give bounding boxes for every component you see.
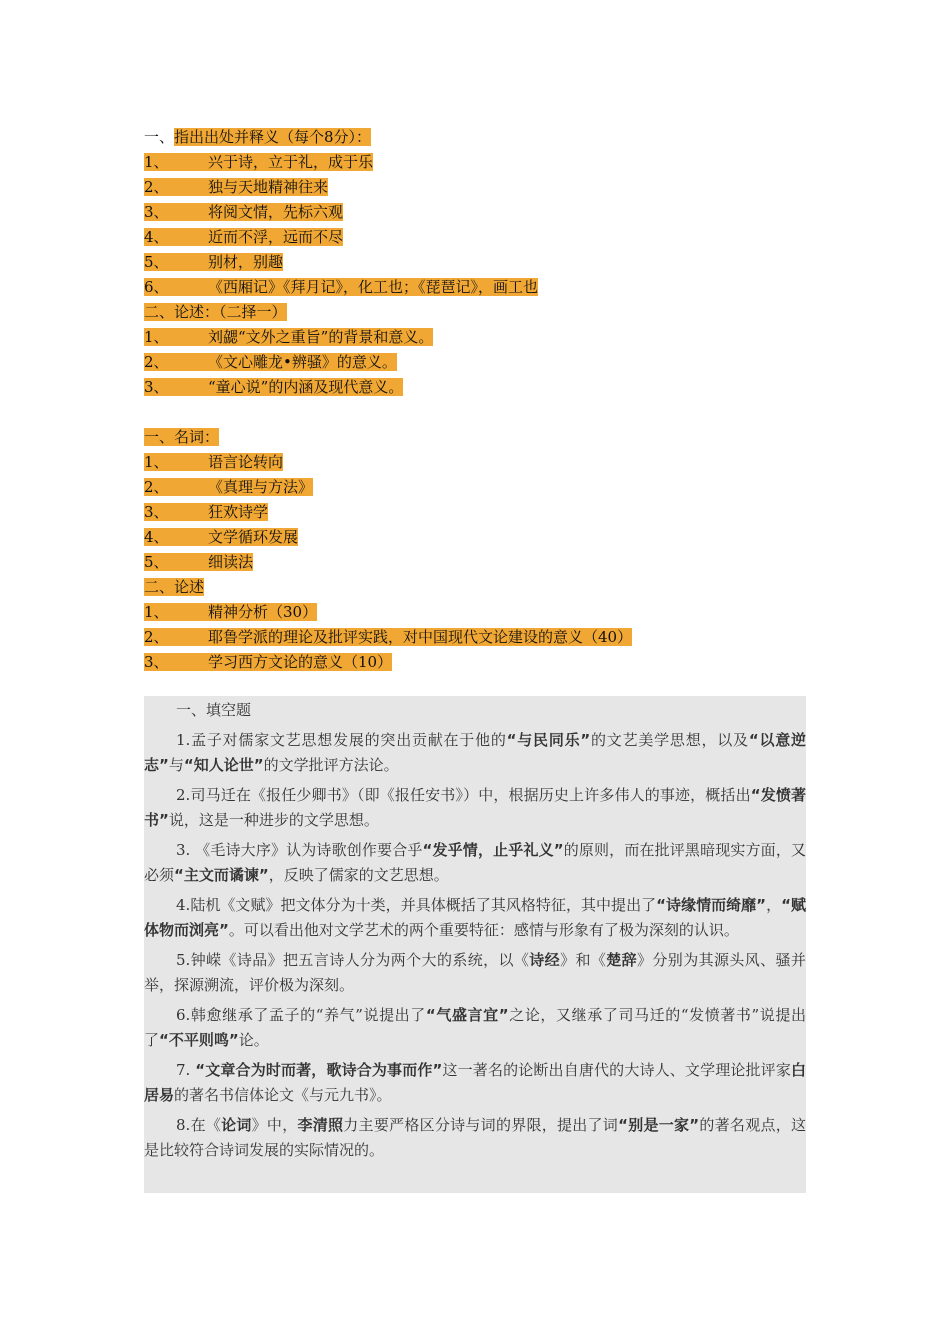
heading-number: 一、 — [144, 128, 175, 146]
item-number: 5、 — [144, 253, 169, 271]
question-4: 4.陆机《文赋》把文体分为十类，并具体概括了其风格特征，其中提出了“诗缘情而绮靡”，“赋体物而浏亮”。可以看出他对文学艺术的两个重要特征：感情与形象有了极为深刻的认识。 — [144, 896, 806, 939]
item-text: 别材，别趣 — [208, 253, 284, 271]
list-item — [144, 200, 632, 225]
item-text: 语言论转向 — [208, 453, 284, 471]
list-item — [144, 350, 632, 375]
section-1 — [144, 125, 632, 675]
fill-heading: 一、填空题 — [176, 701, 252, 719]
item-number: 3、 — [144, 378, 169, 396]
heading-text: 二、论述：（二择一） — [144, 303, 287, 321]
item-number: 2、 — [144, 628, 169, 646]
list-item — [144, 150, 632, 175]
item-number: 2、 — [144, 353, 169, 371]
list-item — [144, 225, 632, 250]
item-number: 3、 — [144, 203, 169, 221]
item-number: 1、 — [144, 328, 169, 346]
question-1: 1.孟子对儒家文艺思想发展的突出贡献在于他的“与民同乐”的文艺美学思想，以及“以意逆志”与“知人论世”的文学批评方法论。 — [144, 731, 807, 774]
item-number: 4、 — [144, 528, 169, 546]
list-item — [144, 175, 632, 200]
list-item — [144, 550, 632, 575]
heading-number: 二、 — [144, 578, 175, 596]
item-number: 3、 — [144, 503, 169, 521]
item-text: 文学循环发展 — [208, 528, 299, 546]
list-item — [144, 275, 632, 300]
item-text: 学习西方文论的意义（10） — [208, 653, 393, 671]
item-text: 耶鲁学派的理论及批评实践，对中国现代文论建设的意义（40） — [208, 628, 633, 646]
section-4-heading — [144, 575, 632, 600]
item-number: 4、 — [144, 228, 169, 246]
list-item — [144, 600, 632, 625]
question-5: 5.钟嵘《诗品》把五言诗人分为两个大的系统，以《诗经》和《楚辞》分别为其源头风、骚并举，探源溯流，评价极为深刻。 — [144, 951, 806, 994]
item-text: 精神分析（30） — [208, 603, 318, 621]
question-8: 8.在《论词》中，李清照力主要严格区分诗与词的界限，提出了词“别是一家”的著名观点，这是比较符合诗词发展的实际情况的。 — [144, 1116, 806, 1159]
question-6: 6.韩愈继承了孟子的“养气”说提出了“气盛言宜”之论，又继承了司马迁的“发愤著书”说提出了“不平则鸣”论。 — [144, 1006, 807, 1049]
list-item — [144, 650, 632, 675]
item-number: 1、 — [144, 453, 169, 471]
list-item — [144, 500, 632, 525]
list-item — [144, 525, 632, 550]
fill-in-section — [144, 696, 806, 1193]
question-7: 7. “文章合为时而著，歌诗合为事而作”这一著名的论断出自唐代的大诗人、文学理论批评家白居易的著名书信体论文《与元九书》。 — [144, 1061, 806, 1104]
item-text: 独与天地精神往来 — [208, 178, 329, 196]
list-item — [144, 375, 632, 400]
list-item — [144, 475, 632, 500]
list-item — [144, 250, 632, 275]
item-number: 6、 — [144, 278, 169, 296]
item-number: 5、 — [144, 553, 169, 571]
list-item — [144, 625, 632, 650]
list-item — [144, 450, 632, 475]
section-2-heading — [144, 300, 632, 325]
item-text: “童心说”的内涵及现代意义。 — [208, 378, 404, 396]
item-text: 刘勰“文外之重旨”的背景和意义。 — [208, 328, 434, 346]
list-item — [144, 325, 632, 350]
item-text: 《文心雕龙•辨骚》的意义。 — [208, 353, 397, 371]
heading-text: 论述 — [174, 578, 205, 596]
section-1-heading — [144, 125, 632, 150]
heading-text: 指出出处并释义（每个8分）： — [174, 128, 372, 146]
section-3-heading — [144, 425, 632, 450]
item-text: 《真理与方法》 — [208, 478, 314, 496]
item-text: 将阅文情，先标六观 — [208, 203, 344, 221]
question-2: 2.司马迁在《报任少卿书》（即《报任安书》）中，根据历史上许多伟人的事迹，概括出“发愤著书”说，这是一种进步的文学思想。 — [144, 786, 806, 829]
heading-text: 一、名词： — [144, 428, 220, 446]
item-number: 2、 — [144, 478, 169, 496]
item-text: 狂欢诗学 — [208, 503, 269, 521]
item-text: 细读法 — [208, 553, 254, 571]
item-number: 1、 — [144, 153, 169, 171]
item-number: 3、 — [144, 653, 169, 671]
item-number: 2、 — [144, 178, 169, 196]
item-text: 近而不浮，远而不尽 — [208, 228, 344, 246]
item-text: 兴于诗，立于礼，成于乐 — [208, 153, 374, 171]
question-3: 3. 《毛诗大序》认为诗歌创作要合乎“发乎情，止乎礼义”的原则，而在批评黑暗现实方面，又必须“主文而谲谏”，反映了儒家的文艺思想。 — [144, 841, 806, 884]
item-number: 1、 — [144, 603, 169, 621]
item-text: 《西厢记》《拜月记》，化工也；《琵琶记》，画工也 — [208, 278, 539, 296]
